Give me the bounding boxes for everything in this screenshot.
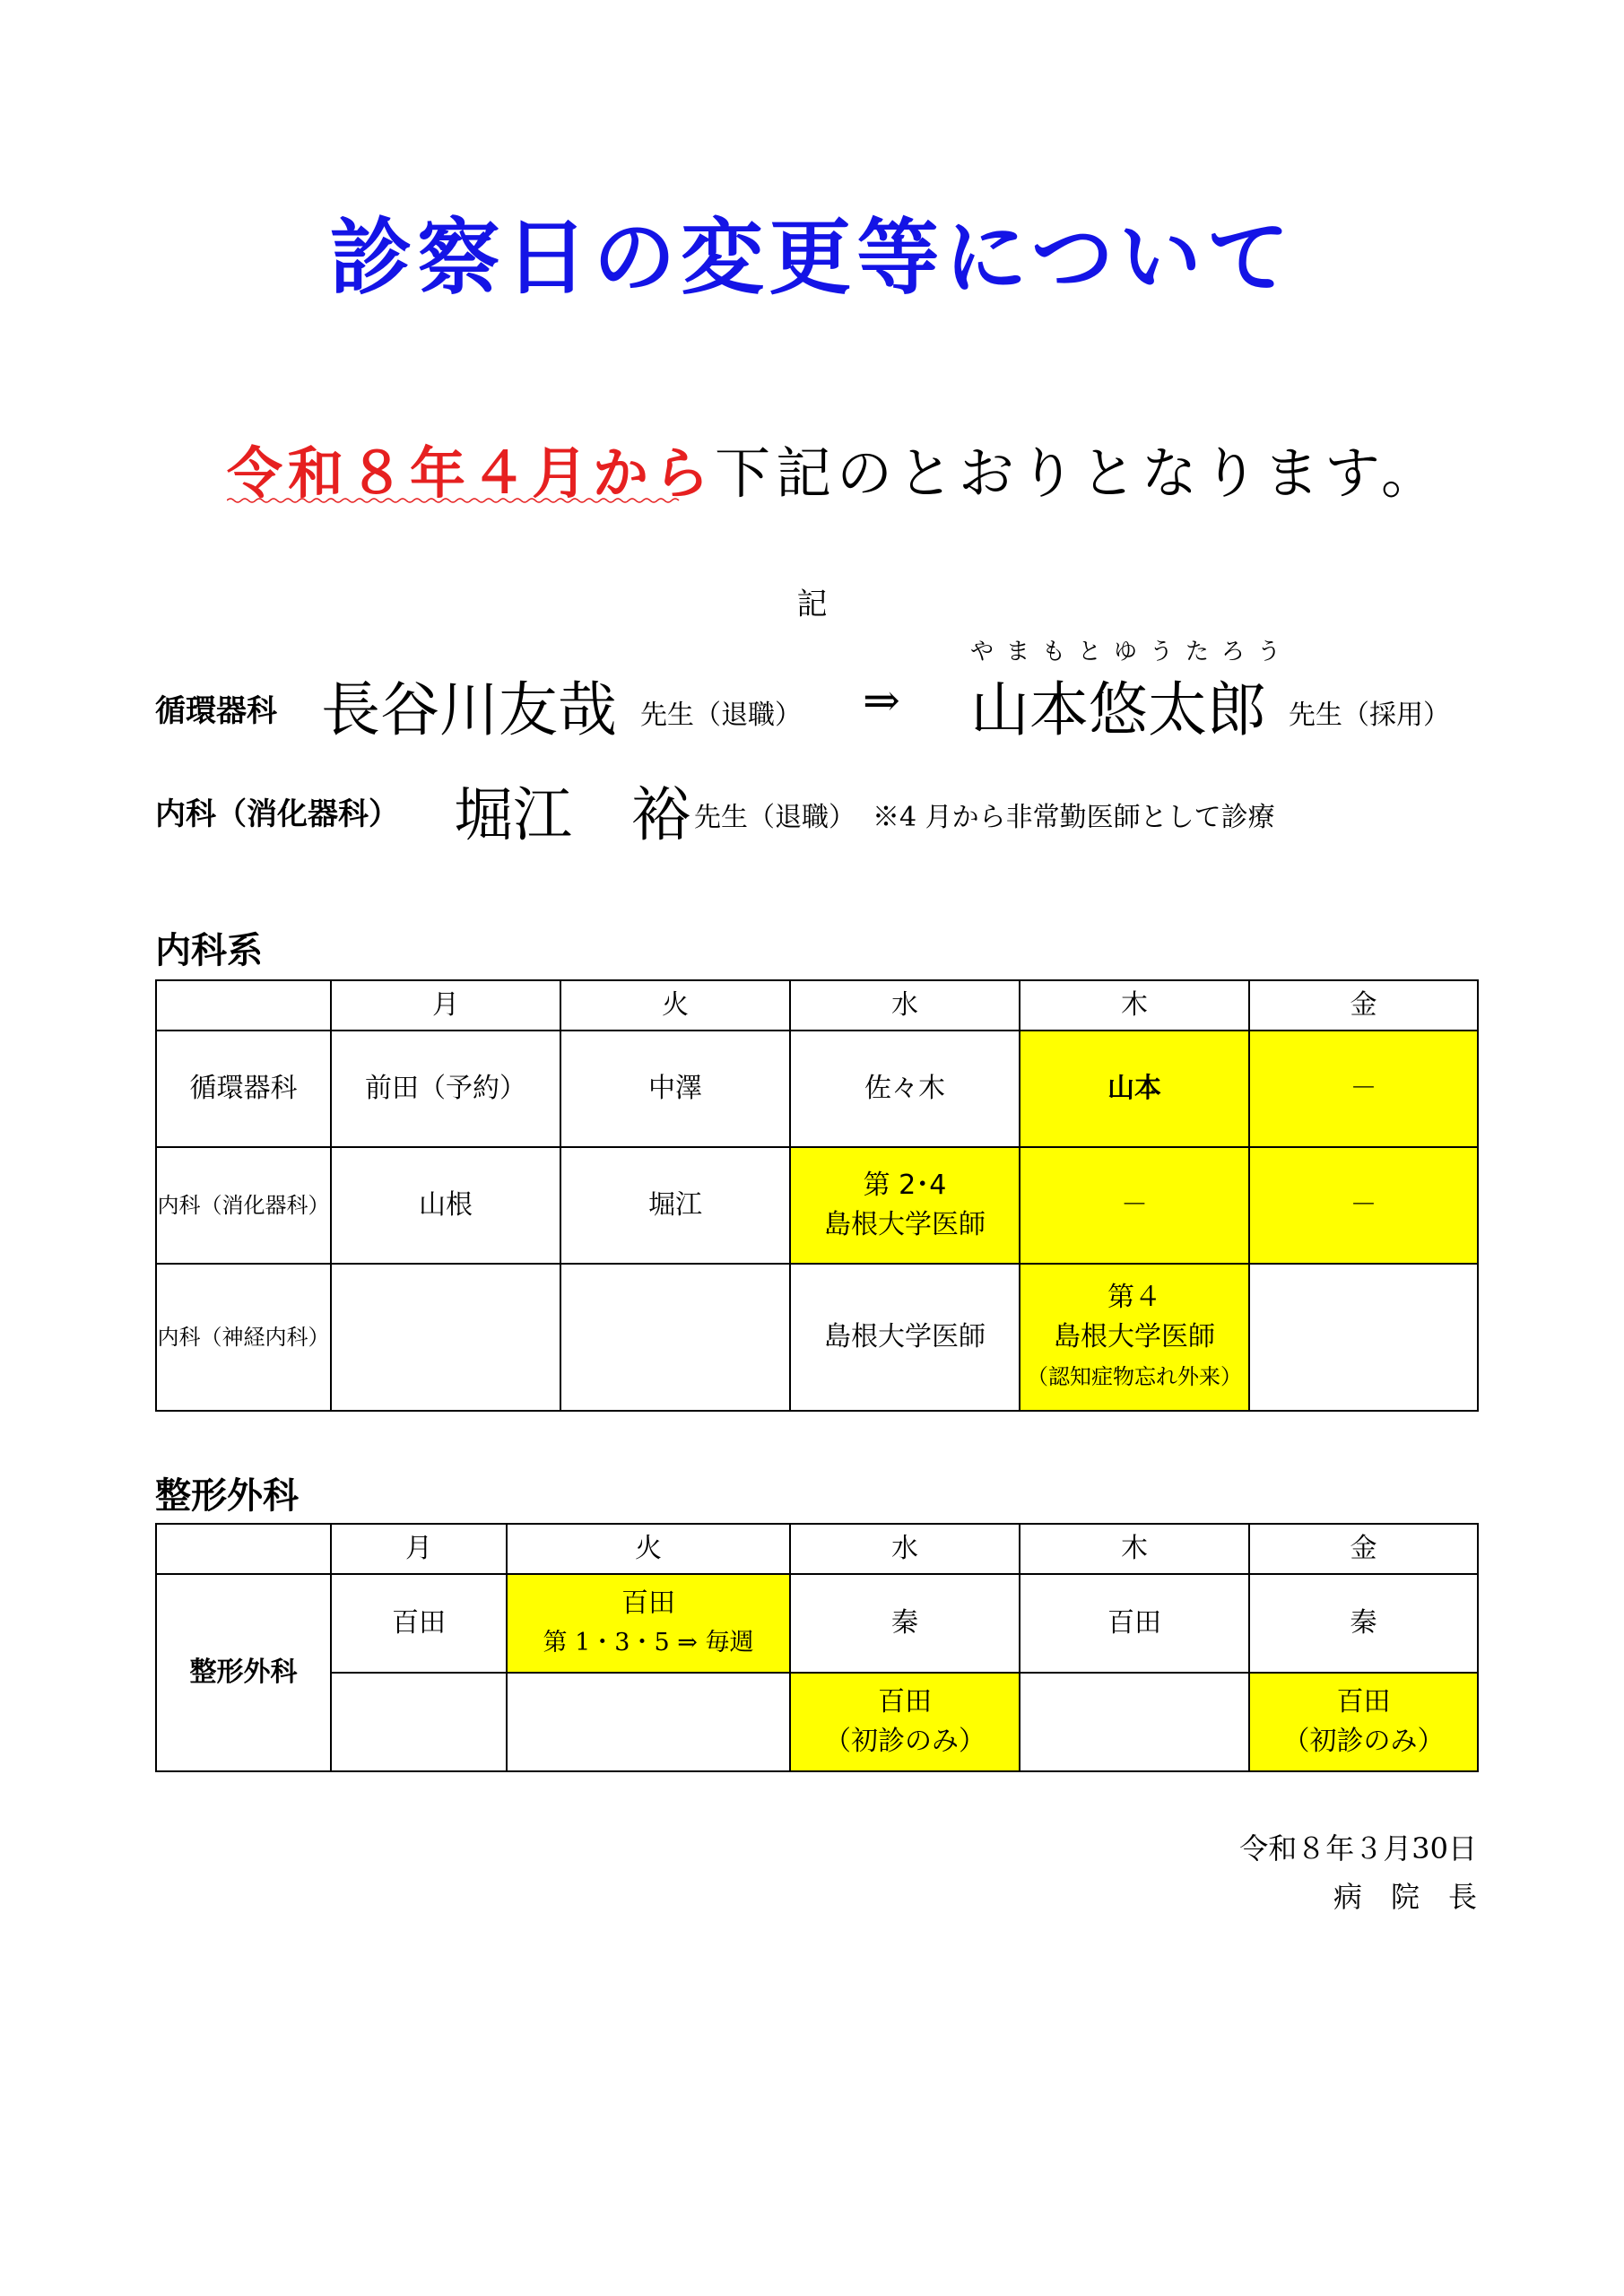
day-header-wed: 水	[790, 1524, 1020, 1574]
cell-line: 百田	[878, 1686, 932, 1718]
change-note: ※4 月から非常勤医師として診療	[873, 802, 1275, 833]
table-row	[156, 1673, 1478, 1771]
day-header-wed: 水	[790, 980, 1020, 1031]
schedule-cell-highlight	[790, 1673, 1020, 1771]
schedule-cell: 佐々木	[790, 1031, 1020, 1147]
schedule-cell: 中澤	[560, 1031, 790, 1147]
schedule-cell-highlight	[507, 1574, 790, 1673]
schedule-cell: 山根	[331, 1147, 560, 1264]
change-new-name: 山本悠太郎	[970, 675, 1266, 744]
day-header-tue: 火	[560, 980, 790, 1031]
footer-date: 令和８年３月30日	[1239, 1831, 1477, 1866]
change-retiring-status: 先生（退職）	[640, 700, 802, 731]
new-name-ruby: やまもとゆうたろう	[970, 639, 1294, 665]
page-title: 診察日の変更等について	[329, 210, 1295, 306]
footer-signer: 病 院 長	[1333, 1880, 1477, 1914]
cell-line: 第 1・3・5 ⇒ 毎週	[543, 1629, 754, 1657]
cell-line: 島根大学医師	[824, 1209, 986, 1240]
row-dept-label: 内科（神経内科）	[156, 1264, 331, 1411]
ortho-schedule-table	[155, 1523, 1479, 1772]
schedule-cell: 前田（予約）	[331, 1031, 560, 1147]
table-header-row	[156, 1524, 1478, 1574]
row-dept-label: 整形外科	[156, 1574, 331, 1771]
schedule-cell: 秦	[790, 1574, 1020, 1673]
table-corner-cell	[156, 1524, 331, 1574]
day-header-fri: 金	[1249, 980, 1478, 1031]
change-arrow: ⇒	[863, 674, 900, 726]
row-dept-label: 内科（消化器科）	[156, 1147, 331, 1264]
change-dept-gastro: 内科（消化器科）	[155, 796, 399, 832]
section-heading-internal: 内科系	[155, 930, 263, 971]
cell-line: 第４	[1107, 1282, 1161, 1313]
cell-line: 第 2･4	[863, 1170, 947, 1201]
cell-line: 百田	[621, 1587, 675, 1619]
cell-line: （初診のみ）	[1282, 1726, 1445, 1757]
schedule-cell: 百田	[1020, 1574, 1249, 1673]
internal-schedule-table	[155, 979, 1479, 1412]
table-header-row	[156, 980, 1478, 1031]
day-header-mon: 月	[331, 980, 560, 1031]
day-header-thu: 木	[1020, 1524, 1249, 1574]
change-retiring-name: 長谷川友哉	[321, 675, 617, 744]
schedule-cell-highlight: －	[1020, 1147, 1249, 1264]
day-header-mon: 月	[331, 1524, 507, 1574]
day-header-fri: 金	[1249, 1524, 1478, 1574]
schedule-cell: 秦	[1249, 1574, 1478, 1673]
schedule-cell	[331, 1673, 507, 1771]
row-dept-label: 循環器科	[156, 1031, 331, 1147]
schedule-cell	[331, 1264, 560, 1411]
table-row	[156, 1031, 1478, 1147]
schedule-cell: 堀江	[560, 1147, 790, 1264]
schedule-cell-highlight	[790, 1147, 1020, 1264]
table-corner-cell	[156, 980, 331, 1031]
schedule-cell	[1249, 1264, 1478, 1411]
section-heading-ortho: 整形外科	[155, 1475, 299, 1517]
schedule-cell-highlight	[1249, 1673, 1478, 1771]
schedule-cell	[1020, 1673, 1249, 1771]
wavy-underline	[227, 497, 680, 504]
schedule-cell	[560, 1264, 790, 1411]
day-header-thu: 木	[1020, 980, 1249, 1031]
cell-line: 島根大学医師	[1054, 1321, 1215, 1352]
schedule-cell: 百田	[331, 1574, 507, 1673]
schedule-cell-highlight: －	[1249, 1031, 1478, 1147]
table-row	[156, 1574, 1478, 1673]
change-retiring-status-2: 先生（退職）	[694, 802, 855, 833]
cell-line: （初診のみ）	[824, 1726, 986, 1757]
table-row	[156, 1147, 1478, 1264]
change-new-status: 先生（採用）	[1289, 700, 1450, 731]
cell-line: 百田	[1336, 1686, 1391, 1718]
change-dept-cardiology: 循環器科	[155, 693, 277, 729]
schedule-cell-highlight: 山本	[1020, 1031, 1249, 1147]
ki-label: 記	[796, 587, 828, 622]
table-row	[156, 1264, 1478, 1411]
lead-highlight: 令和８年４月から	[227, 440, 716, 506]
schedule-cell	[507, 1673, 790, 1771]
change-retiring-name-2: 堀江 裕	[454, 780, 690, 849]
schedule-cell-highlight	[1020, 1264, 1249, 1411]
day-header-tue: 火	[507, 1524, 790, 1574]
schedule-cell: 島根大学医師	[790, 1264, 1020, 1411]
schedule-cell-highlight: －	[1249, 1147, 1478, 1264]
lead-rest: 下記のとおりとなります。	[715, 440, 1443, 506]
cell-line: （認知症物忘れ外来）	[1027, 1364, 1242, 1389]
